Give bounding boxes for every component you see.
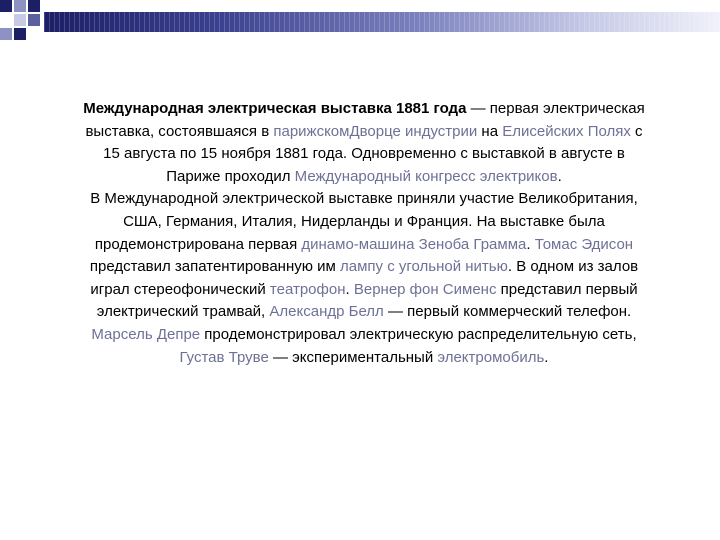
article-title: Международная электрическая выставка 1881 года — [83, 100, 467, 117]
text: — первая электрическая выставка, состоявшаяся в — [85, 100, 645, 140]
text: — экспериментальный — [268, 348, 438, 366]
link-thomas-edison[interactable]: Томас Эдисон — [534, 235, 634, 253]
link-palace-of-industry[interactable]: парижскомДворце индустрии — [273, 122, 478, 140]
link-electricians-congress[interactable]: Международный конгресс электриков — [294, 167, 558, 185]
text: с 15 августа по 15 ноября 1881 года. Одновременно с выставкой в августе в Париже проходил — [103, 122, 643, 185]
text: — первый коммерческий телефон. — [383, 303, 632, 321]
link-carbon-filament-lamp[interactable]: лампу с угольной нитью — [340, 258, 508, 276]
square-decor — [14, 28, 26, 40]
article-text — [80, 98, 648, 369]
link-electric-car[interactable]: электромобиль — [437, 348, 545, 366]
link-theatrophone[interactable]: театрофон — [269, 280, 346, 298]
text: представил первый электрический трамвай, — [96, 280, 638, 321]
text: . — [544, 348, 549, 366]
square-decor — [14, 14, 26, 26]
paragraph-participants — [80, 188, 648, 369]
link-champs-elysees[interactable]: Елисейских Полях — [502, 122, 631, 140]
text: . В одном из залов играл стереофонический — [90, 258, 639, 298]
text: представил запатентированную им — [89, 258, 341, 276]
square-decor — [14, 0, 26, 12]
text: В Международной электрической выставке приняли участие Великобритания, США, Германия, Италия, Нидерланды и Франция. На выставке была продемонстрирована первая — [90, 190, 638, 253]
link-alexander-bell[interactable]: Александр Белл — [269, 303, 384, 321]
link-marcel-deprez[interactable]: Марсель Депре — [91, 325, 201, 343]
header-bar — [44, 12, 720, 32]
text: . — [526, 235, 535, 253]
link-gramme-dynamo[interactable]: динамо-машина Зеноба Грамма — [301, 235, 527, 253]
square-decor — [28, 0, 40, 12]
link-werner-von-siemens[interactable]: Вернер фон Сименс — [353, 280, 497, 298]
square-decor — [0, 0, 12, 12]
square-decor — [0, 28, 12, 40]
paragraph-intro — [80, 98, 648, 188]
text: . — [557, 167, 562, 185]
text: продемонстрировал электрическую распределительную сеть, — [200, 325, 637, 343]
link-gustave-trouve[interactable]: Густав Труве — [179, 348, 269, 366]
square-decor — [28, 14, 40, 26]
text: . — [345, 280, 354, 298]
text: на — [477, 122, 503, 140]
